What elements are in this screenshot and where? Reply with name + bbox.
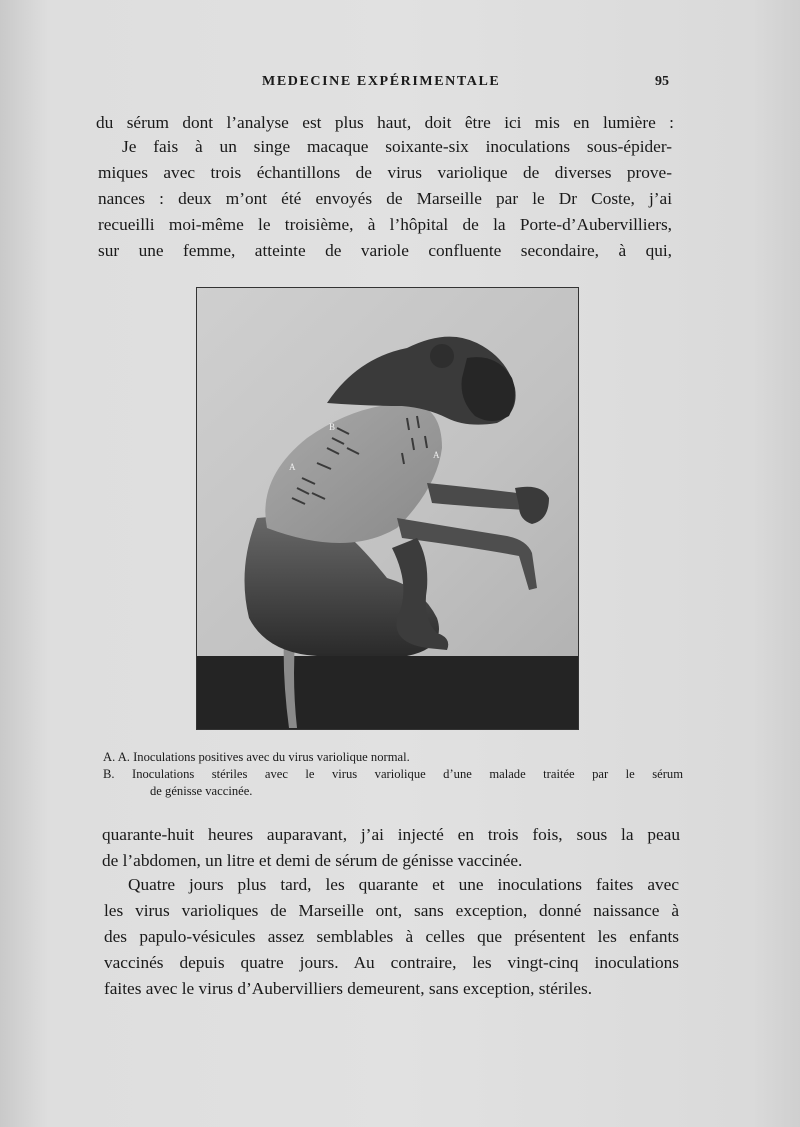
ear	[430, 344, 454, 368]
lead-line	[96, 110, 674, 136]
text-line: faites avec le virus d’Aubervilliers demeurent, sans exception, stériles.	[104, 979, 593, 998]
text-line: les virus varioliques de Marseille ont, sans exception, donné naissance à	[104, 901, 679, 920]
text-line: sur une femme, atteinte de variole confluente secondaire, à qui,	[98, 241, 672, 260]
page-number: 95	[655, 74, 669, 89]
paragraph-inoculations	[98, 134, 672, 264]
text-line: Quatre jours plus tard, les quarante et une inoculations faites avec	[128, 875, 679, 894]
caption-a: A. A. Inoculations positives avec du virus variolique normal.	[103, 750, 410, 764]
text-line: vaccinés depuis quatre jours. Au contraire, les vingt-cinq inoculations	[104, 953, 679, 972]
text-line: recueilli moi-même le troisième, à l’hôpital de la Porte-d’Aubervilliers,	[98, 215, 672, 234]
text-line: du sérum dont l’analyse est plus haut, doit être ici mis en lumière :	[96, 113, 674, 132]
caption-b: B. Inoculations stériles avec le virus variolique d’une malade traitée par le sérum	[103, 767, 683, 781]
text-line: miques avec trois échantillons de virus variolique de diverses prove-	[98, 163, 672, 182]
figure-macaque-illustration	[196, 287, 579, 730]
running-title: MEDECINE EXPÉRIMENTALE	[262, 74, 501, 89]
caption-b-continued: de génisse vaccinée.	[150, 784, 253, 798]
marker-b: B	[329, 422, 336, 432]
text-line: Je fais à un singe macaque soixante-six inoculations sous-épider-	[122, 137, 672, 156]
text-line: de l’abdomen, un litre et demi de sérum de génisse vaccinée.	[102, 851, 523, 870]
marker-a: A	[289, 462, 296, 472]
paragraph-results	[104, 872, 679, 1002]
figure-captions	[103, 749, 683, 800]
paragraph-continued	[102, 822, 680, 874]
macaque-illustration	[197, 288, 578, 729]
marker-a-right: A	[433, 450, 440, 460]
text-line: des papulo-vésicules assez semblables à celles que présentent les enfants	[104, 927, 679, 946]
running-head	[0, 74, 800, 94]
text-line: quarante-huit heures auparavant, j’ai injecté en trois fois, sous la peau	[102, 825, 680, 844]
text-line: nances : deux m’ont été envoyés de Marseille par le Dr Coste, j’ai	[98, 189, 672, 208]
ledge	[197, 656, 578, 729]
